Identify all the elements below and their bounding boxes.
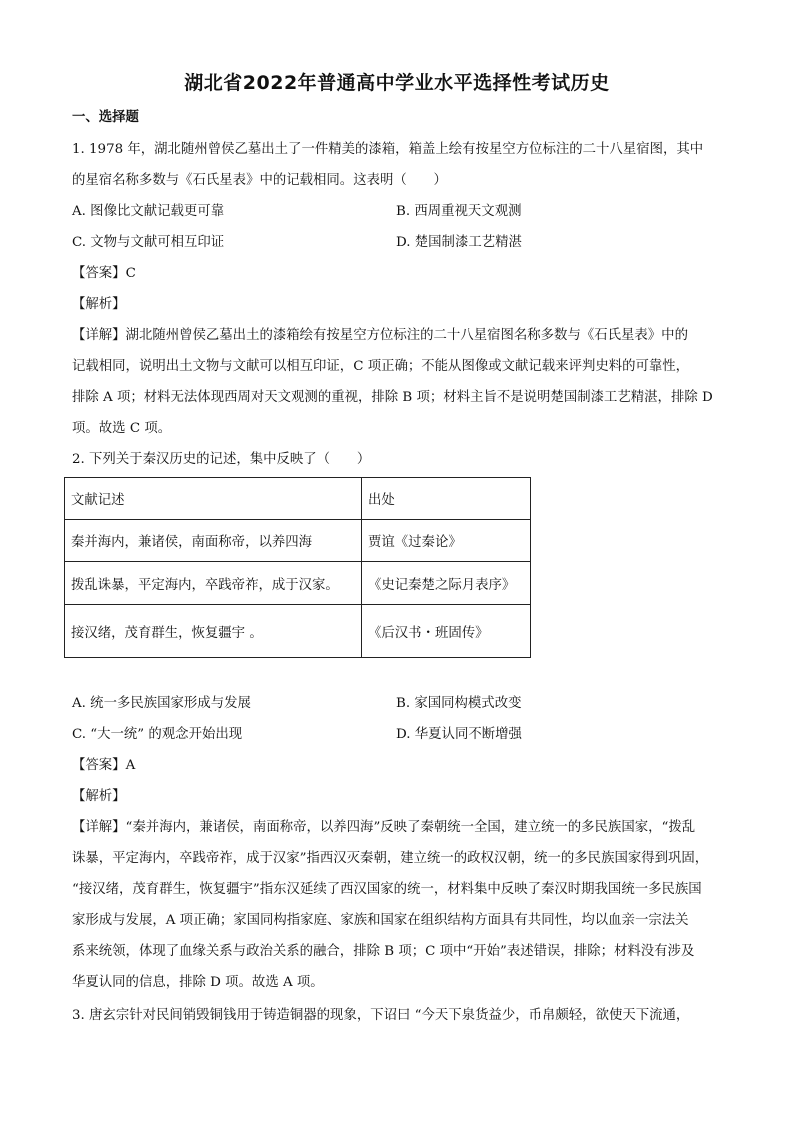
answer-value: C	[125, 266, 136, 281]
table-cell	[362, 562, 531, 605]
table-row	[65, 605, 531, 658]
q2-option-a: A. 统一多民族国家形成与发展	[72, 696, 251, 711]
q1-option-b: B. 西周重视天文观测	[396, 204, 522, 219]
table-cell	[362, 520, 531, 562]
table-cell-text: 贾谊《过秦论》	[368, 535, 462, 550]
table-row	[65, 562, 531, 605]
answer-tag: 【答案】	[72, 758, 126, 773]
table-header-cell	[362, 478, 531, 520]
q1-detail-line-4: 项。故选 C 项。	[72, 421, 172, 436]
table-header-cell	[65, 478, 362, 520]
q1-detail-line-3: 排除 A 项；材料无法体现西周对天文观测的重视，排除 B 项；材料主旨不是说明楚国制漆工艺精湛，排除 D	[72, 390, 713, 405]
q1-detail-line-1: 【详解】湖北随州曾侯乙墓出土的漆箱绘有按星空方位标注的二十八星宿图名称多数与《石氏星表》中的	[72, 328, 688, 343]
table-cell	[65, 605, 362, 658]
q1-option-a: A. 图像比文献记载更可靠	[72, 204, 225, 219]
q1-option-d: D. 楚国制漆工艺精湛	[396, 235, 522, 250]
table-cell-text: 秦并海内，兼诸侯，南面称帝，以养四海	[71, 535, 313, 550]
answer-tag: 【答案】	[72, 266, 126, 281]
q2-answer	[72, 756, 724, 776]
q1-detail-line-2: 记载相同，说明出土文物与文献可以相互印证，C 项正确；不能从图像或文献记载来评判史料的可靠性，	[72, 359, 690, 374]
table-cell-text: 文献记述	[71, 493, 125, 508]
table-cell	[65, 562, 362, 605]
table-cell-text: 出处	[368, 493, 395, 508]
q3-stem: 3. 唐玄宗针对民间销毁铜钱用于铸造铜器的现象，下诏曰 “今天下泉货益少，币帛颇轻，欲使天下流通，	[72, 1008, 690, 1023]
answer-value: A	[125, 758, 136, 773]
table-cell-text: 接汉绪，茂育群生，恢复疆宇 。	[71, 625, 263, 641]
table-cell	[65, 520, 362, 562]
section-heading: 一、选择题	[72, 110, 139, 125]
table-cell	[362, 605, 531, 658]
q2-detail-line-3: “接汉绪，茂育群生，恢复疆宇”指东汉延续了西汉国家的统一，材料集中反映了秦汉时期我国统一多民族国	[72, 882, 702, 897]
q2-option-b: B. 家国同构模式改变	[396, 696, 522, 711]
q1-stem-line-1: 1. 1978 年，湖北随州曾侯乙墓出土了一件精美的漆箱，箱盖上绘有按星空方位标注的二十八星宿图，其中	[72, 142, 704, 157]
q2-detail-line-2: 诛暴，平定海内，卒践帝祚，成于汉家”指西汉灭秦朝，建立统一的政权汉朝，统一的多民族国家得到巩固，	[72, 851, 709, 866]
q2-detail-line-1: 【详解】“秦并海内，兼诸侯，南面称帝，以养四海”反映了秦朝统一全国，建立统一的多民族国家，“拨乱	[72, 820, 696, 835]
q1-analysis-tag: 【解析】	[72, 297, 126, 312]
q2-detail-line-5: 系来统领，体现了血缘关系与政治关系的融合，排除 B 项；C 项中“开始”表述错误，排除；材料没有涉及	[72, 944, 695, 959]
q2-option-c: C. “大一统” 的观念开始出现	[72, 727, 243, 742]
q2-detail-line-4: 家形成与发展，A 项正确；家国同构指家庭、家族和国家在组织结构方面具有共同性，均以血亲一宗法关	[72, 913, 689, 928]
q2-option-d: D. 华夏认同不断增强	[396, 727, 522, 742]
page-title: 湖北省2022年普通高中学业水平选择性考试历史	[184, 72, 610, 94]
table-row	[65, 520, 531, 562]
q1-option-c: C. 文物与文献可相互印证	[72, 235, 225, 250]
table-cell-text: 《后汉书・班固传》	[368, 625, 489, 641]
table-cell-text: 《史记秦楚之际月表序》	[368, 577, 516, 593]
q2-source-table	[64, 477, 531, 658]
q1-stem-line-2: 的星宿名称多数与《石氏星表》中的记载相同。这表明（ ）	[72, 173, 447, 188]
table-cell-text: 拨乱诛暴，平定海内，卒践帝祚，成于汉家。	[71, 577, 339, 593]
q2-analysis-tag: 【解析】	[72, 789, 126, 804]
q2-detail-line-6: 华夏认同的信息，排除 D 项。故选 A 项。	[72, 975, 324, 990]
q2-stem: 2. 下列关于秦汉历史的记述，集中反映了（ ）	[72, 452, 371, 467]
table-header-row	[65, 478, 531, 520]
q1-answer	[72, 264, 724, 284]
